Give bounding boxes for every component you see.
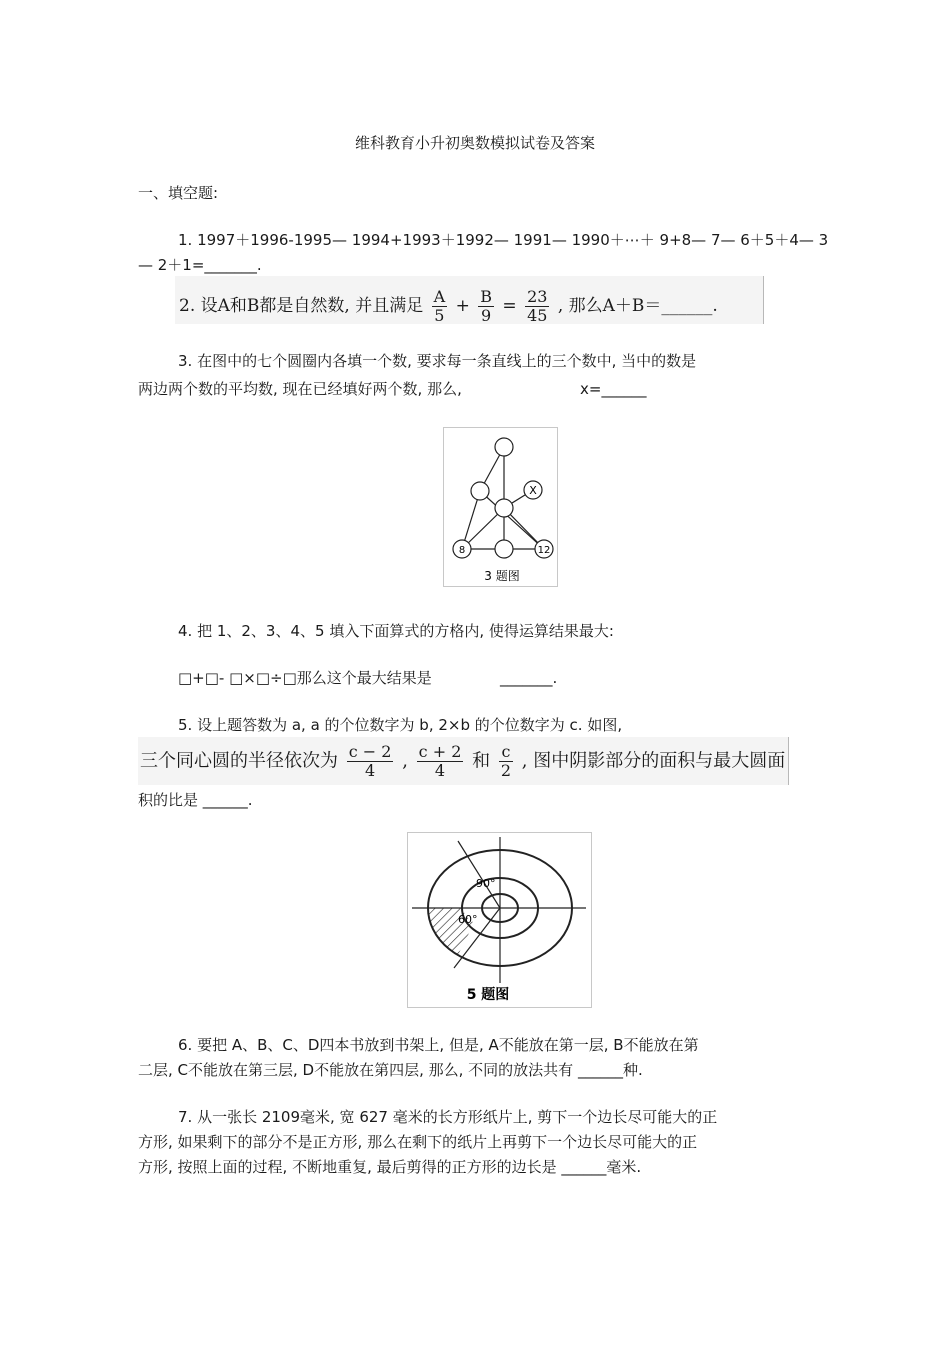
q3-diagram bbox=[444, 428, 557, 586]
q2-fraction-a5: $\frac{A}{5}$ bbox=[433, 287, 446, 325]
q5-angle-90: 90° bbox=[476, 877, 496, 890]
q7-line3: 方形, 按照上面的过程, 不断地重复, 最后剪得的正方形的边长是 ______毫米. bbox=[138, 1158, 642, 1176]
q5-fraction-3: $\frac{c}{2}$ bbox=[500, 742, 512, 780]
q2-fraction-b9: $\frac{B}{9}$ bbox=[480, 287, 492, 325]
q2-equals: = bbox=[502, 296, 517, 316]
q6-line2: 二层, C不能放在第三层, D不能放在第四层, 那么, 不同的放法共有 ______种. bbox=[138, 1061, 643, 1079]
q2-scan-image bbox=[175, 276, 764, 324]
q4-line1: 4. 把 1、2、3、4、5 填入下面算式的方格内, 使得运算结果最大: bbox=[178, 622, 614, 640]
q3-line2: 两边两个数的平均数, 现在已经填好两个数, 那么, bbox=[138, 380, 462, 398]
q5-line3: 积的比是 ______. bbox=[138, 791, 253, 809]
q2-prefix: 2. 设A和B都是自然数, 并且满足 bbox=[179, 296, 424, 316]
q5-scan-prefix: 三个同心圆的半径依次为 bbox=[140, 750, 338, 772]
q5-diagram bbox=[408, 833, 591, 1007]
q5-line1: 5. 设上题答数为 a, a 的个位数字为 b, 2×b 的个位数字为 c. 如图, bbox=[178, 716, 623, 734]
q5-scan-suffix: , 图中阴影部分的面积与最大圆面 bbox=[521, 750, 786, 772]
q2-suffix: , 那么A＋B＝______. bbox=[557, 296, 718, 316]
q5-scan-image bbox=[138, 737, 789, 785]
q6-line1: 6. 要把 A、B、C、D四本书放到书架上, 但是, A不能放在第一层, B不能放在第 bbox=[178, 1036, 699, 1054]
q4-line2: □+□- □×□÷□那么这个最大结果是 bbox=[178, 669, 432, 687]
q5-fraction-2: $\frac{c + 2}{4}$ bbox=[418, 742, 462, 780]
q3-label-8: 8 bbox=[458, 545, 466, 556]
q2-fraction-23-45: $\frac{23}{45}$ bbox=[527, 287, 548, 325]
q3-figure bbox=[443, 427, 558, 587]
q3-answer-blank: x=______ bbox=[580, 380, 647, 398]
q5-figure bbox=[407, 832, 592, 1008]
q4-answer-blank: _______. bbox=[500, 669, 558, 687]
q1-line1: 1. 1997＋1996-1995— 1994+1993＋1992— 1991— 1990＋⋯＋ 9+8— 7— 6＋5＋4— 3 bbox=[178, 231, 829, 249]
q2-plus: + bbox=[455, 296, 470, 316]
q3-line1: 3. 在图中的七个圆圈内各填一个数, 要求每一条直线上的三个数中, 当中的数是 bbox=[178, 352, 697, 370]
q3-cross-line bbox=[480, 491, 544, 549]
q7-line2: 方形, 如果剩下的部分不是正方形, 那么在剩下的纸片上再剪下一个边长尽可能大的正 bbox=[138, 1133, 698, 1151]
page-title: 维科教育小升初奥数模拟试卷及答案 bbox=[354, 134, 595, 152]
q2-line bbox=[179, 288, 718, 325]
q3-label-x: X bbox=[529, 484, 537, 497]
q3-circle-top bbox=[495, 438, 513, 456]
q5-angle-60: 60° bbox=[458, 913, 478, 926]
q3-circle-left bbox=[471, 482, 489, 500]
q3-circle-bottom-mid bbox=[495, 540, 513, 558]
q3-circle-center bbox=[495, 499, 513, 517]
q3-figure-caption: 3 题图 bbox=[484, 569, 520, 583]
q5-fraction-1: $\frac{c - 2}{4}$ bbox=[348, 742, 392, 780]
q5-figure-caption: 5 题图 bbox=[466, 987, 510, 1003]
q5-comma: , bbox=[402, 750, 408, 772]
q3-label-12: 12 bbox=[537, 545, 551, 556]
q1-line2: — 2＋1=_______. bbox=[138, 256, 262, 274]
q5-and: 和 bbox=[472, 750, 491, 772]
q7-line1: 7. 从一张长 2109毫米, 宽 627 毫米的长方形纸片上, 剪下一个边长尽可能大的正 bbox=[178, 1108, 718, 1126]
q5-scan-line bbox=[140, 743, 785, 780]
section-heading: 一、填空题: bbox=[138, 184, 219, 202]
